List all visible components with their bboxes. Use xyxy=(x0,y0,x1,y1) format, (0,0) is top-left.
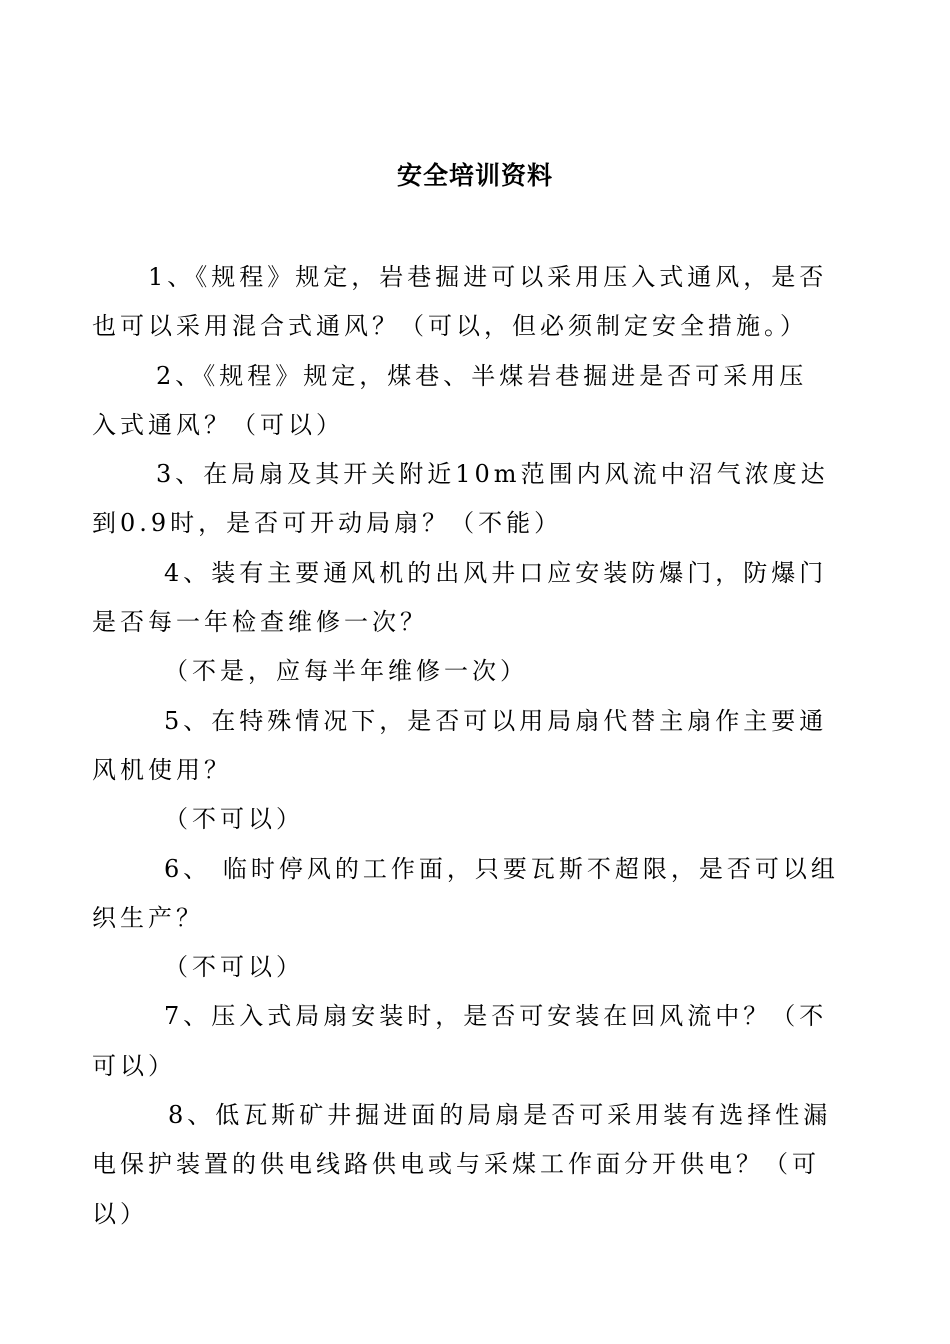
question-1-line-1: 1、《规程》规定，岩巷掘进可以采用压入式通风，是否 xyxy=(148,263,828,291)
document-body xyxy=(92,253,860,1239)
question-3 xyxy=(92,450,860,549)
question-4-line-2: 是否每一年检查维修一次？ xyxy=(92,608,428,637)
question-7 xyxy=(92,992,860,1091)
question-7-line-1: 7、压入式局扇安装时，是否可安装在回风流中？（不 xyxy=(164,1002,828,1031)
answer-4: （不是，应每半年维修一次） xyxy=(164,657,528,686)
question-6-line-1: 6、 临时停风的工作面，只要瓦斯不超限，是否可以组 xyxy=(164,854,839,883)
question-4-line-1: 4、装有主要通风机的出风井口应安装防爆门，防爆门 xyxy=(164,558,828,587)
question-5 xyxy=(92,697,860,796)
question-1 xyxy=(92,253,860,352)
question-5-line-1: 5、在特殊情况下，是否可以用局扇代替主扇作主要通 xyxy=(164,706,828,735)
question-3-line-1: 3、在局扇及其开关附近10m范围内风流中沼气浓度达 xyxy=(156,460,829,489)
question-6-line-2: 织生产？ xyxy=(92,903,204,932)
question-8-line-3: 以） xyxy=(92,1199,148,1228)
question-4 xyxy=(92,549,860,648)
answer-6: （不可以） xyxy=(164,953,304,982)
question-8-line-1: 8、低瓦斯矿井掘进面的局扇是否可采用装有选择性漏 xyxy=(168,1101,832,1130)
question-1-line-2: 也可以采用混合式通风？（可以，但必须制定安全措施。） xyxy=(92,312,808,341)
answer-5: （不可以） xyxy=(164,805,304,834)
question-8-line-2: 电保护装置的供电线路供电或与采煤工作面分开供电？（可 xyxy=(92,1150,820,1179)
document-title: 安全培训资料 xyxy=(396,161,553,190)
question-7-line-2: 可以） xyxy=(92,1051,176,1080)
question-2 xyxy=(92,352,860,451)
question-2-line-1: 2、《规程》规定，煤巷、半煤岩巷掘进是否可采用压 xyxy=(156,361,808,390)
question-3-line-2: 到0.9时，是否可开动局扇？（不能） xyxy=(92,509,563,538)
question-6 xyxy=(92,845,860,944)
question-8 xyxy=(92,1091,860,1239)
question-2-line-2: 入式通风？（可以） xyxy=(92,410,344,439)
question-5-line-2: 风机使用？ xyxy=(92,755,232,784)
